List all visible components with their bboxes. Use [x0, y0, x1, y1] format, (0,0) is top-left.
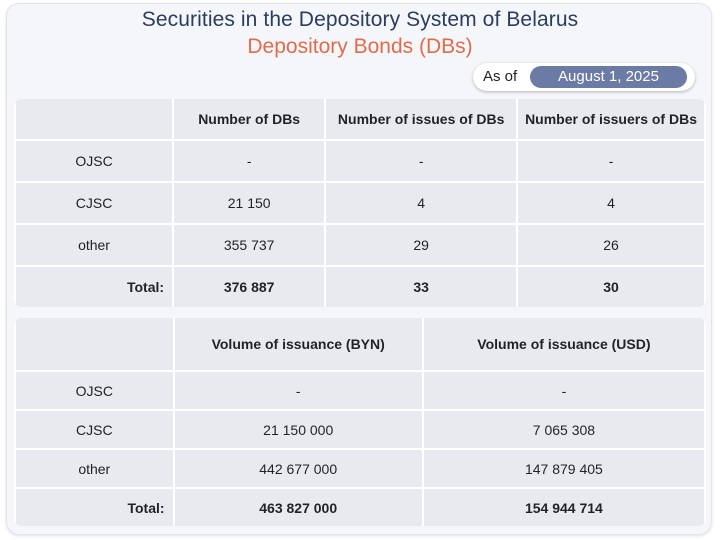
table-cell: -: [326, 141, 516, 183]
row-label: OJSC: [16, 372, 173, 411]
table-row: [16, 225, 704, 267]
page-title: Securities in the Depository System of Belarus: [141, 8, 579, 31]
table-header-row: [16, 318, 704, 372]
table-cell: 7 065 308: [424, 411, 704, 450]
table-header-row: [16, 99, 704, 141]
row-label: other: [16, 225, 172, 267]
table-cell: 21 150 000: [175, 411, 422, 450]
total-cell: 154 944 714: [424, 489, 704, 526]
row-label: other: [16, 450, 173, 489]
total-cell: 33: [326, 267, 516, 307]
page-subtitle: Depository Bonds (DBs): [247, 35, 473, 58]
as-of-date: August 1, 2025: [530, 66, 687, 88]
column-header: Volume of issuance (BYN): [175, 318, 422, 372]
row-label: OJSC: [16, 141, 172, 183]
table-cell: -: [518, 141, 704, 183]
row-label: CJSC: [16, 183, 172, 225]
table-cell: 355 737: [174, 225, 324, 267]
total-label: Total:: [16, 489, 173, 526]
as-of-label: As of: [483, 68, 518, 85]
table-cell: 4: [518, 183, 704, 225]
total-label: Total:: [16, 267, 172, 307]
table-cell: 26: [518, 225, 704, 267]
table-cell: -: [174, 141, 324, 183]
table-row: [16, 141, 704, 183]
table-row: [16, 450, 704, 489]
table-row: [16, 411, 704, 450]
header-corner-cell: [16, 318, 173, 372]
table-cell: 29: [326, 225, 516, 267]
volume-table: [14, 318, 706, 526]
table-cell: -: [175, 372, 422, 411]
table-cell: -: [424, 372, 704, 411]
column-header: Volume of issuance (USD): [424, 318, 704, 372]
column-header: Number of issues of DBs: [326, 99, 516, 141]
row-label: CJSC: [16, 411, 173, 450]
table-cell: 147 879 405: [424, 450, 704, 489]
table-cell: 21 150: [174, 183, 324, 225]
total-row: [16, 489, 704, 526]
as-of-badge: [473, 63, 695, 91]
total-row: [16, 267, 704, 307]
table-row: [16, 183, 704, 225]
table-cell: 4: [326, 183, 516, 225]
column-header: Number of issuers of DBs: [518, 99, 704, 141]
counts-table: [14, 99, 706, 307]
header-corner-cell: [16, 99, 172, 141]
table-row: [16, 372, 704, 411]
total-cell: 376 887: [174, 267, 324, 307]
total-cell: 463 827 000: [175, 489, 422, 526]
total-cell: 30: [518, 267, 704, 307]
table-cell: 442 677 000: [175, 450, 422, 489]
column-header: Number of DBs: [174, 99, 324, 141]
